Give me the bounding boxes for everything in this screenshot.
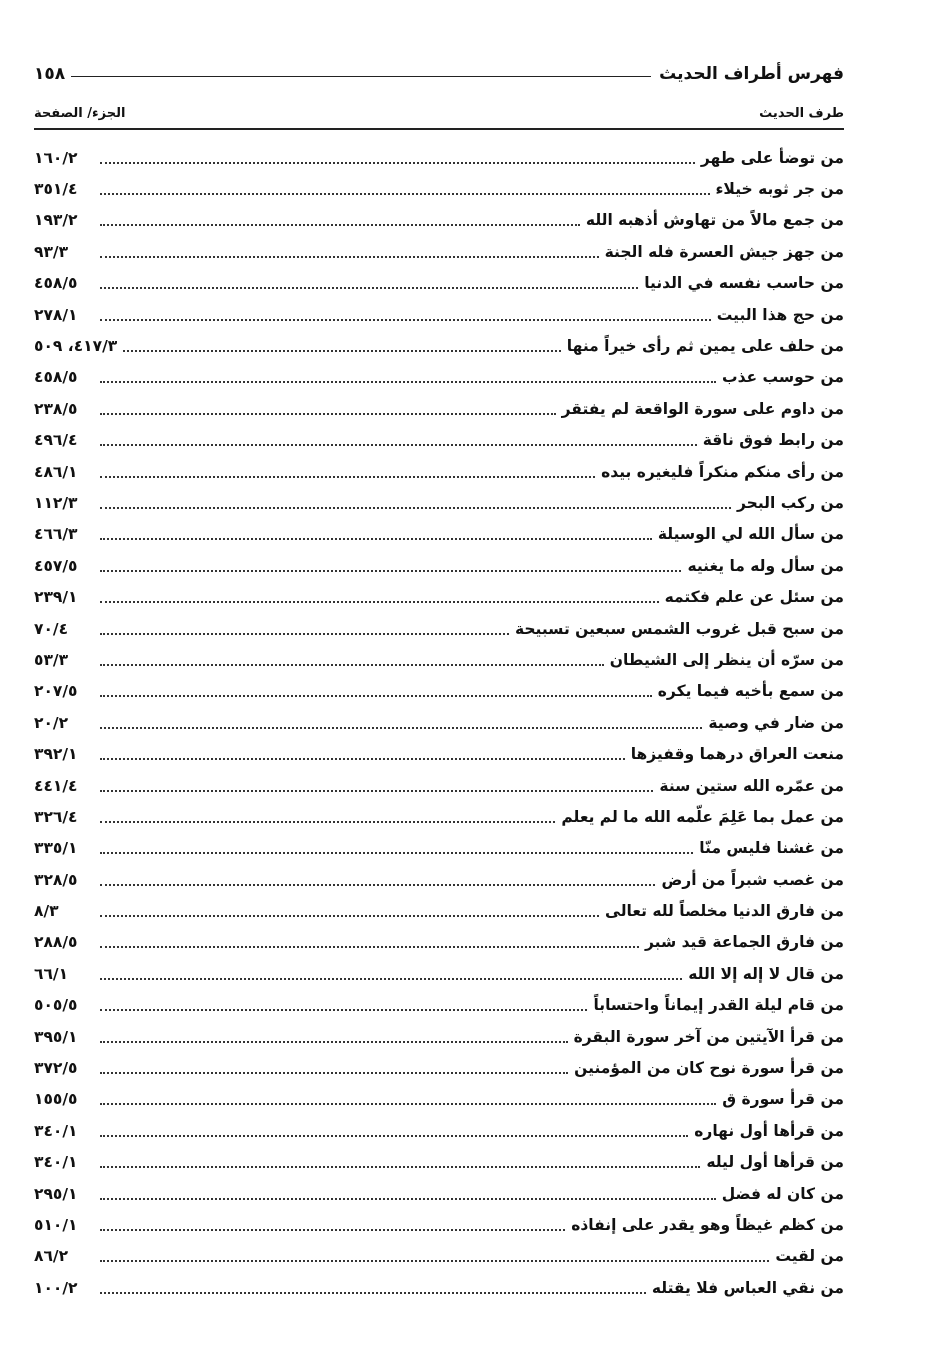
volume-page-reference: ١٩٣/٢ <box>34 211 78 230</box>
hadith-incipit: من فارق الجماعة قيد شبر <box>644 933 844 952</box>
volume-page-reference: ٤١٧/٣، ٥٠٩ <box>34 337 118 356</box>
header-rule <box>71 76 651 77</box>
dot-leader <box>100 695 652 697</box>
dot-leader <box>100 476 595 478</box>
hadith-incipit: من سئل عن علم فكتمه <box>664 588 844 607</box>
hadith-incipit: من قرأ سورة نوح كان من المؤمنين <box>574 1059 844 1078</box>
dot-leader <box>100 538 652 540</box>
hadith-incipit: من سأل وله ما يغنيه <box>687 556 844 575</box>
dot-leader <box>100 256 599 258</box>
running-title: فهرس أطراف الحديث <box>659 64 844 84</box>
dot-leader <box>100 1166 700 1168</box>
list-item <box>34 205 844 236</box>
dot-leader <box>100 915 599 917</box>
list-item <box>34 770 844 801</box>
volume-page-reference: ٤٤١/٤ <box>34 776 78 795</box>
page-number: ١٥٨ <box>34 64 66 84</box>
volume-page-reference: ٤٩٦/٤ <box>34 431 78 450</box>
list-item <box>34 864 844 895</box>
list-item <box>34 236 844 267</box>
hadith-incipit: من جهز جيش العسرة فله الجنة <box>604 242 844 261</box>
dot-leader <box>100 1198 716 1200</box>
volume-page-reference: ٤٦٦/٣ <box>34 525 78 544</box>
dot-leader <box>100 1072 568 1074</box>
list-item <box>34 833 844 864</box>
dot-leader <box>100 1009 587 1011</box>
volume-page-reference: ٤٥٨/٥ <box>34 368 78 387</box>
volume-page-reference: ٤٥٧/٥ <box>34 556 78 575</box>
volume-page-reference: ٣٩٥/١ <box>34 1027 78 1046</box>
volume-page-reference: ٥٣/٣ <box>34 650 69 669</box>
list-item <box>34 1147 844 1178</box>
dot-leader <box>100 287 638 289</box>
dot-leader <box>100 507 731 509</box>
volume-page-reference: ٦٦/١ <box>34 964 69 983</box>
volume-page-reference: ٣٤٠/١ <box>34 1121 78 1140</box>
hadith-incipit: من قرأ سورة ق <box>722 1090 844 1109</box>
volume-page-reference: ٣٥١/٤ <box>34 180 78 199</box>
list-item <box>34 1052 844 1083</box>
dot-leader <box>100 224 580 226</box>
hadith-incipit: من سمع بأخيه فيما يكره <box>657 682 844 701</box>
list-item <box>34 487 844 518</box>
hadith-incipit: من سرّه أن ينظر إلى الشيطان <box>609 650 844 669</box>
list-item <box>34 1115 844 1146</box>
volume-page-reference: ١١٢/٣ <box>34 493 78 512</box>
volume-page-reference: ٨/٣ <box>34 902 59 921</box>
running-header <box>34 56 844 92</box>
list-item <box>34 299 844 330</box>
volume-page-reference: ٢٣٩/١ <box>34 588 78 607</box>
volume-page-reference: ٣٧٢/٥ <box>34 1059 78 1078</box>
dot-leader <box>100 852 693 854</box>
list-item <box>34 738 844 769</box>
dot-leader <box>100 633 509 635</box>
list-item <box>34 1021 844 1052</box>
hadith-incipit: منعت العراق درهما وقفيزها <box>630 745 844 764</box>
column-headers <box>34 98 844 130</box>
dot-leader <box>100 758 625 760</box>
volume-page-reference: ٢٣٨/٥ <box>34 399 78 418</box>
dot-leader <box>100 1041 568 1043</box>
hadith-incipit: من كان له فضل <box>721 1184 844 1203</box>
hadith-incipit: من كظم غيظاً وهو يقدر على إنفاذه <box>571 1215 844 1234</box>
dot-leader <box>100 193 710 195</box>
list-item <box>34 1209 844 1240</box>
dot-leader <box>100 1260 769 1262</box>
hadith-incipit: من رابط فوق ناقة <box>702 431 844 450</box>
volume-page-reference: ١٦٠/٢ <box>34 148 78 167</box>
list-item <box>34 927 844 958</box>
hadith-incipit: من غشنا فليس منّا <box>699 839 844 858</box>
list-item <box>34 142 844 173</box>
hadith-incipit: من قام ليلة القدر إيماناً واحتساباً <box>593 996 844 1015</box>
hadith-incipit: من قرأ الآيتين من آخر سورة البقرة <box>573 1027 844 1046</box>
hadith-incipit: من رأى منكم منكراً فليغيره بيده <box>601 462 844 481</box>
list-item <box>34 519 844 550</box>
volume-page-reference: ٥١٠/١ <box>34 1215 78 1234</box>
hadith-incipit: من جمع مالاً من تهاوش أذهبه الله <box>585 211 844 230</box>
volume-page-reference: ٢٩٥/١ <box>34 1184 78 1203</box>
list-item <box>34 330 844 361</box>
dot-leader <box>100 978 682 980</box>
dot-leader <box>100 664 604 666</box>
dot-leader <box>100 1135 688 1137</box>
volume-page-reference: ٢٨٨/٥ <box>34 933 78 952</box>
list-item <box>34 173 844 204</box>
volume-page-reference: ٢٠٧/٥ <box>34 682 78 701</box>
reference-column-header: الجزء/ الصفحة <box>34 105 126 121</box>
dot-leader <box>100 727 702 729</box>
hadith-incipit: من ضار في وصية <box>708 713 844 732</box>
volume-page-reference: ٧٠/٤ <box>34 619 69 638</box>
hadith-incipit: من عمل بما عَلِمَ علّمه الله ما لم يعلم <box>561 807 844 826</box>
dot-leader <box>100 570 681 572</box>
hadith-incipit: من داوم على سورة الواقعة لم يفتقر <box>561 399 844 418</box>
dot-leader <box>100 381 716 383</box>
hadith-incipit: من فارق الدنيا مخلصاً لله تعالى <box>605 902 844 921</box>
list-item <box>34 1272 844 1303</box>
dot-leader <box>100 884 655 886</box>
hadith-incipit: من سبح قبل غروب الشمس سبعين تسبيحة <box>514 619 844 638</box>
volume-page-reference: ٢٠/٢ <box>34 713 69 732</box>
list-item <box>34 613 844 644</box>
hadith-incipit: من حج هذا البيت <box>716 305 844 324</box>
volume-page-reference: ١٠٠/٢ <box>34 1278 78 1297</box>
volume-page-reference: ٣٢٦/٤ <box>34 807 78 826</box>
volume-page-reference: ٤٥٨/٥ <box>34 274 78 293</box>
hadith-incipit: من حوسب عذب <box>722 368 844 387</box>
list-item <box>34 456 844 487</box>
list-item <box>34 550 844 581</box>
dot-leader <box>100 601 659 603</box>
dot-leader <box>100 1103 716 1105</box>
dot-leader <box>100 946 639 948</box>
list-item <box>34 362 844 393</box>
hadith-incipit: من جر ثوبه خيلاء <box>715 180 844 199</box>
list-item <box>34 707 844 738</box>
volume-page-reference: ٢٧٨/١ <box>34 305 78 324</box>
volume-page-reference: ٣٩٢/١ <box>34 745 78 764</box>
volume-page-reference: ٩٣/٣ <box>34 242 69 261</box>
volume-page-reference: ٨٦/٢ <box>34 1247 69 1266</box>
list-item <box>34 393 844 424</box>
volume-page-reference: ٣٢٨/٥ <box>34 870 78 889</box>
hadith-column-header: طرف الحديث <box>759 105 844 121</box>
list-item <box>34 895 844 926</box>
dot-leader <box>100 1229 565 1231</box>
hadith-incipit: من سأل الله لي الوسيلة <box>657 525 844 544</box>
hadith-incipit: من قرأها أول نهاره <box>694 1121 844 1140</box>
hadith-incipit: من قرأها أول ليله <box>706 1153 844 1172</box>
dot-leader <box>100 413 556 415</box>
hadith-incipit: من لقيت <box>775 1247 844 1266</box>
dot-leader <box>100 162 695 164</box>
list-item <box>34 581 844 612</box>
hadith-incipit: من توضأ على طهر <box>700 148 844 167</box>
dot-leader <box>123 350 561 352</box>
volume-page-reference: ٣٣٥/١ <box>34 839 78 858</box>
list-item <box>34 425 844 456</box>
volume-page-reference: ١٥٥/٥ <box>34 1090 78 1109</box>
hadith-index-list <box>34 142 844 1303</box>
hadith-incipit: من نقي العباس فلا يقتله <box>651 1278 844 1297</box>
list-item <box>34 676 844 707</box>
list-item <box>34 1178 844 1209</box>
hadith-incipit: من ركب البحر <box>737 493 844 512</box>
list-item <box>34 1241 844 1272</box>
hadith-incipit: من حلف على يمين ثم رأى خيراً منها <box>566 337 844 356</box>
hadith-incipit: من قال لا إله إلا الله <box>688 964 844 983</box>
dot-leader <box>100 1292 646 1294</box>
list-item <box>34 1084 844 1115</box>
hadith-incipit: من حاسب نفسه في الدنيا <box>644 274 844 293</box>
dot-leader <box>100 821 555 823</box>
dot-leader <box>100 444 697 446</box>
volume-page-reference: ٥٠٥/٥ <box>34 996 78 1015</box>
list-item <box>34 801 844 832</box>
hadith-incipit: من عمّره الله ستين سنة <box>659 776 844 795</box>
list-item <box>34 990 844 1021</box>
list-item <box>34 644 844 675</box>
list-item <box>34 958 844 989</box>
dot-leader <box>100 319 711 321</box>
hadith-incipit: من غصب شبراً من أرض <box>661 870 844 889</box>
list-item <box>34 268 844 299</box>
volume-page-reference: ٣٤٠/١ <box>34 1153 78 1172</box>
volume-page-reference: ٤٨٦/١ <box>34 462 78 481</box>
dot-leader <box>100 790 653 792</box>
